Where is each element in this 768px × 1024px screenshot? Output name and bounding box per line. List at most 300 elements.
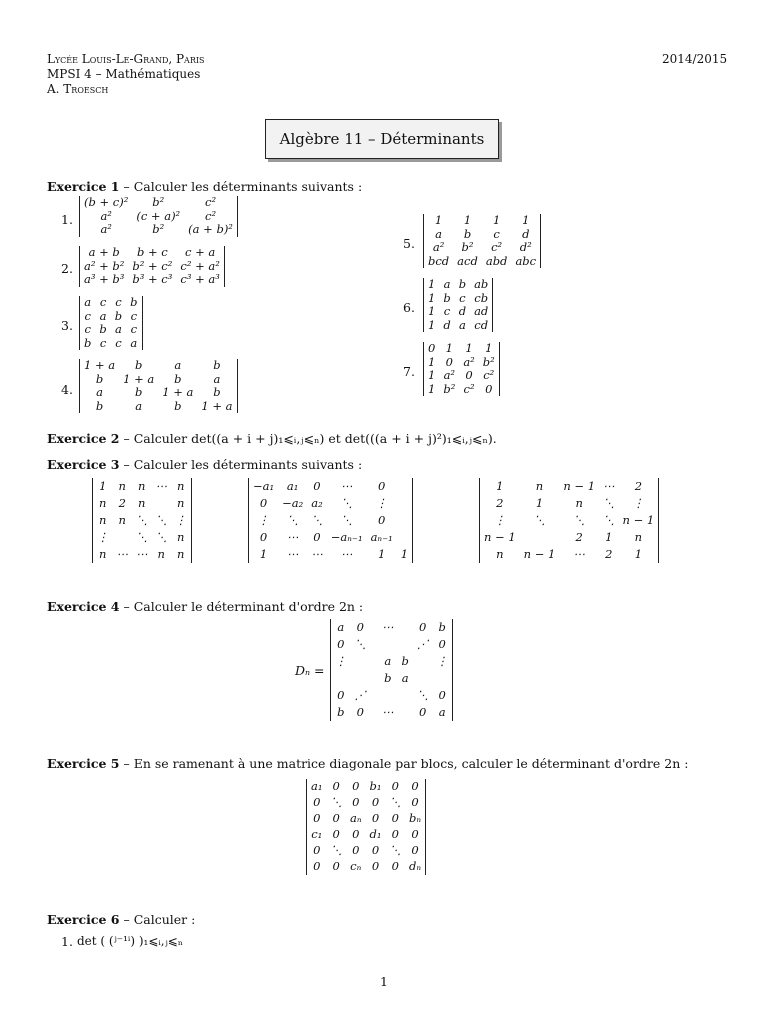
matrix-row <box>480 495 658 512</box>
matrix-cell: ⋯ <box>340 546 353 561</box>
matrix-row <box>424 369 499 383</box>
matrix-cell: (b + c)² <box>84 195 129 209</box>
matrix-cell: 0 <box>332 779 340 794</box>
matrix-row <box>307 795 425 811</box>
matrix-cell <box>370 704 378 721</box>
matrix-cell: ⋱ <box>416 687 429 702</box>
matrix-cell: a² <box>432 240 445 254</box>
matrix-cell <box>370 653 378 670</box>
matrix-cell: n <box>118 478 126 493</box>
matrix-cell: ⋯ <box>340 478 353 493</box>
matrix-cell: a <box>438 704 446 719</box>
determinant-4 <box>79 359 238 413</box>
matrix-cell: 0 <box>465 368 473 382</box>
matrix-cell: b <box>135 358 143 372</box>
matrix-cell: c² + a² <box>180 258 220 273</box>
matrix-cell: n <box>99 546 107 561</box>
matrix-cell: b <box>438 619 446 634</box>
matrix-cell: 1 <box>428 368 436 382</box>
matrix-cell: 1 + a <box>162 385 194 399</box>
matrix-row <box>80 196 237 210</box>
matrix-cell: 0 <box>411 795 419 810</box>
matrix-row <box>93 478 191 495</box>
matrix-cell <box>351 653 371 670</box>
matrix-cell: 1 <box>428 304 436 318</box>
matrix-row <box>424 292 492 306</box>
matrix-table <box>80 359 237 413</box>
matrix-cell: 0 <box>356 619 364 634</box>
school-year: 2014/2015 <box>662 52 728 66</box>
matrix-cell: n <box>157 546 165 561</box>
matrix-cell: 0 <box>352 827 360 842</box>
matrix-table <box>80 296 142 350</box>
matrix-cell: n <box>496 546 504 561</box>
matrix-cell: ⋱ <box>330 843 342 858</box>
matrix-cell <box>113 529 133 546</box>
exercise-1-label: Exercice 1 <box>47 179 120 194</box>
matrix-cell: 0 <box>391 779 399 794</box>
exercise-1-text: – Calculer les déterminants suivants : <box>119 179 363 194</box>
matrix-cell: −a₁ <box>253 478 275 493</box>
matrix-row <box>93 529 191 546</box>
matrix-cell: 1 <box>535 495 544 510</box>
matrix-cell: ⋱ <box>340 495 353 510</box>
matrix-cell: 0 <box>485 381 493 396</box>
page-title: Algèbre 11 – Déterminants <box>279 130 485 148</box>
matrix-row <box>80 210 237 224</box>
matrix-cell: b <box>384 670 392 685</box>
matrix-cell: ⋯ <box>603 478 615 493</box>
matrix-cell: ⋮ <box>335 653 347 668</box>
matrix-cell: b² <box>152 195 165 209</box>
matrix-cell: 0 <box>438 636 446 651</box>
matrix-cell <box>397 495 412 512</box>
matrix-cell: 1 <box>259 546 268 561</box>
matrix-row <box>424 214 540 228</box>
matrix-row <box>424 255 540 269</box>
matrix-row <box>80 296 142 310</box>
matrix-cell <box>432 670 452 687</box>
matrix-cell: d <box>458 304 467 318</box>
exercise-2-heading <box>47 431 497 446</box>
matrix-cell: c <box>493 226 500 241</box>
matrix-row <box>80 310 142 324</box>
exercise-5-text: – En se ramenant à une matrice diagonale par blocs, calculer le déterminant d'ordre 2n : <box>119 756 689 771</box>
matrix-cell: ⋯ <box>573 546 585 561</box>
class-name: MPSI 4 – Mathématiques <box>47 67 201 81</box>
matrix-cell: cb <box>474 290 489 305</box>
matrix-cell: 1 <box>428 354 436 369</box>
exercise-5-heading <box>47 756 688 771</box>
matrix-cell: (a + b)² <box>188 222 233 236</box>
matrix-cell: bcd <box>428 253 450 268</box>
matrix-row <box>307 843 425 859</box>
matrix-cell: 1 <box>496 478 504 493</box>
matrix-cell: a <box>135 398 143 413</box>
matrix-cell: 1 <box>605 529 613 544</box>
matrix-row <box>480 546 658 563</box>
matrix-cell: n − 1 <box>523 546 556 561</box>
matrix-cell: 0 <box>391 859 399 874</box>
matrix-cell: n <box>177 546 185 561</box>
matrix-cell: b <box>114 308 123 323</box>
matrix-cell: 0 <box>332 859 340 874</box>
matrix-cell: 1 <box>428 290 436 305</box>
matrix-cell: a <box>99 308 107 323</box>
matrix-cell: b <box>463 226 472 241</box>
matrix-cell: 1 <box>434 213 443 227</box>
matrix-cell: 0 <box>438 687 446 702</box>
matrix-cell: 1 <box>522 213 530 227</box>
matrix-cell: ab <box>474 277 489 291</box>
matrix-row <box>331 687 452 704</box>
matrix-row <box>249 495 412 512</box>
matrix-cell: ⋱ <box>603 495 615 510</box>
matrix-cell: a₂ <box>311 495 323 510</box>
matrix-row <box>80 337 142 351</box>
matrix-cell: 2 <box>575 529 583 544</box>
matrix-cell: n <box>634 529 643 544</box>
matrix-cell: ⋯ <box>136 546 148 561</box>
matrix-cell: ⋯ <box>311 546 323 561</box>
matrix-cell: 1 <box>428 277 436 291</box>
matrix-cell: 1 <box>492 213 501 227</box>
matrix-cell: d² <box>519 240 532 254</box>
matrix-row <box>424 305 492 319</box>
matrix-cell: a <box>384 653 392 668</box>
exercise-4-text: – Calculer le déterminant d'ordre 2n : <box>119 599 364 614</box>
exercise-1-heading <box>47 179 362 194</box>
matrix-cell <box>398 687 413 704</box>
matrix-cell: aₙ <box>349 811 362 826</box>
matrix-row <box>307 779 425 795</box>
matrix-cell: ⋮ <box>375 495 388 510</box>
matrix-cell: ⋮ <box>257 512 270 527</box>
matrix-cell: b + c <box>137 245 168 259</box>
matrix-cell: n − 1 <box>484 529 516 544</box>
matrix-cell: b² + c² <box>132 258 173 273</box>
matrix-cell: b <box>174 371 182 386</box>
matrix-row <box>331 636 452 653</box>
matrix-cell: n <box>575 495 583 510</box>
matrix-row <box>424 319 492 333</box>
matrix-cell: 1 <box>634 546 643 561</box>
matrix-cell <box>397 512 412 529</box>
matrix-table <box>249 478 412 563</box>
matrix-cell: 0 <box>378 512 386 527</box>
matrix-cell: b <box>84 335 92 350</box>
matrix-cell: a <box>458 317 466 332</box>
matrix-row <box>331 670 452 687</box>
matrix-row <box>424 278 492 292</box>
matrix-cell: b <box>458 277 467 291</box>
item-number: 3. <box>61 318 73 333</box>
matrix-cell: ⋱ <box>389 795 401 810</box>
matrix-cell: 1 <box>485 341 493 355</box>
matrix-cell: 0 <box>418 619 427 634</box>
matrix-cell: b <box>213 358 221 372</box>
matrix-cell: ⋯ <box>382 619 394 634</box>
matrix-cell: ad <box>474 304 489 318</box>
matrix-cell: ⋱ <box>155 512 167 527</box>
matrix-cell: bₙ <box>408 811 422 826</box>
matrix-cell: n − 1 <box>563 478 596 493</box>
matrix-cell: 1 + a <box>84 358 116 372</box>
matrix-cell: a <box>84 295 92 309</box>
matrix-cell: d <box>522 226 530 241</box>
matrix-row <box>331 619 452 636</box>
matrix-cell <box>370 619 378 636</box>
matrix-cell: 1 <box>400 546 409 561</box>
matrix-cell: 0 <box>411 843 419 858</box>
exercise-4-heading <box>47 599 363 614</box>
matrix-cell: a² + b² <box>84 258 125 273</box>
matrix-cell: 0 <box>352 795 360 810</box>
matrix-cell: 0 <box>313 478 321 493</box>
d-n-lhs: Dₙ = <box>295 663 325 678</box>
matrix-cell: a <box>213 371 221 386</box>
matrix-cell <box>378 636 398 653</box>
matrix-row <box>80 359 237 373</box>
matrix-row <box>93 512 191 529</box>
matrix-cell: 0 <box>352 779 360 794</box>
matrix-table <box>93 478 191 563</box>
determinant-5 <box>423 214 541 268</box>
matrix-cell: a² <box>100 222 112 236</box>
matrix-cell: ⋱ <box>136 512 148 527</box>
matrix-cell: ⋯ <box>286 546 299 561</box>
matrix-table <box>424 214 540 268</box>
matrix-cell: ⋱ <box>354 636 366 651</box>
matrix-row <box>93 495 191 512</box>
matrix-row <box>249 529 412 546</box>
matrix-cell: b <box>95 398 104 413</box>
matrix-cell: c <box>84 308 91 323</box>
matrix-cell: 1 <box>428 317 436 332</box>
matrix-cell: 0 <box>313 859 321 874</box>
matrix-cell: a + b <box>88 245 120 259</box>
header-left <box>47 52 205 97</box>
matrix-row <box>424 228 540 242</box>
matrix-cell: 0 <box>332 827 340 842</box>
matrix-cell: 2 <box>496 495 504 510</box>
matrix-cell: n <box>138 495 146 510</box>
matrix-cell: (c + a)² <box>136 208 181 223</box>
matrix-cell: abc <box>515 253 537 268</box>
matrix-cell: d <box>443 317 451 332</box>
matrix-row <box>249 512 412 529</box>
matrix-cell: 0 <box>337 636 345 651</box>
matrix-cell: 1 <box>465 341 473 355</box>
matrix-cell: c² <box>205 195 217 209</box>
ex6-expression: det ( (ʲ⁻¹ⁱ) )₁⩽ᵢ,ⱼ⩽ₙ <box>77 934 184 948</box>
matrix-cell: ⋮ <box>175 512 187 527</box>
matrix-cell <box>370 687 378 704</box>
matrix-cell: 0 <box>371 795 380 810</box>
matrix-cell: aₙ₋₁ <box>370 529 393 544</box>
exercise-2-label: Exercice 2 <box>47 431 120 446</box>
matrix-row <box>80 223 237 237</box>
matrix-cell <box>520 529 560 546</box>
determinant-2 <box>79 246 225 287</box>
matrix-table <box>80 246 224 287</box>
matrix-cell: c² <box>483 368 495 382</box>
matrix-cell: c² <box>463 381 475 396</box>
matrix-cell: 0 <box>391 811 399 826</box>
matrix-cell: b <box>130 295 138 309</box>
matrix-cell: n <box>177 478 185 493</box>
author-name: A. Troesch <box>47 82 109 96</box>
matrix-cell <box>398 704 413 721</box>
matrix-row <box>307 859 425 875</box>
matrix-row <box>307 827 425 843</box>
matrix-cell: c <box>99 295 107 309</box>
matrix-cell: ⋱ <box>286 512 299 527</box>
matrix-cell: 1 + a <box>201 398 233 413</box>
determinant-1 <box>79 196 238 237</box>
matrix-cell: −aₙ₋₁ <box>330 529 363 544</box>
matrix-table <box>307 779 425 875</box>
matrix-cell: 0 <box>378 478 386 493</box>
matrix-cell: ⋱ <box>311 512 323 527</box>
matrix-cell: 0 <box>391 827 399 842</box>
matrix-cell: cₙ <box>350 859 362 874</box>
matrix-cell: 1 <box>445 341 453 355</box>
matrix-row <box>480 512 658 529</box>
matrix-table <box>424 278 492 332</box>
matrix-cell: acd <box>457 253 478 268</box>
matrix-row <box>80 273 224 287</box>
item-number: 2. <box>61 261 73 276</box>
matrix-cell: ⋯ <box>116 546 128 561</box>
matrix-cell: n <box>99 512 107 527</box>
matrix-cell: 0 <box>418 704 427 719</box>
matrix-row <box>80 323 142 337</box>
matrix-table <box>331 619 452 721</box>
matrix-cell: 0 <box>428 341 436 355</box>
matrix-cell: c <box>115 335 122 350</box>
matrix-cell: ⋱ <box>389 843 401 858</box>
exercise-6-label: Exercice 6 <box>47 912 120 927</box>
matrix-cell: ⋮ <box>436 653 448 668</box>
matrix-cell: b <box>95 371 104 386</box>
matrix-cell: 0 <box>371 811 380 826</box>
matrix-cell: 1 <box>463 213 472 227</box>
matrix-row <box>480 529 658 546</box>
matrix-cell: a <box>401 670 409 685</box>
item-number: 4. <box>61 382 73 397</box>
matrix-cell: a² <box>463 354 475 369</box>
matrix-cell <box>370 636 378 653</box>
matrix-cell: a³ + b³ <box>84 272 125 286</box>
matrix-cell: a₁ <box>286 478 299 493</box>
matrix-cell: 1 <box>428 381 436 396</box>
matrix-cell: b <box>401 653 409 668</box>
matrix-cell: a <box>443 277 451 291</box>
matrix-row <box>480 478 658 495</box>
matrix-cell: b₁ <box>369 779 382 794</box>
matrix-cell: 0 <box>259 495 268 510</box>
matrix-cell: 0 <box>332 811 340 826</box>
matrix-cell: ⋰ <box>416 636 429 651</box>
matrix-row <box>307 811 425 827</box>
matrix-cell: n <box>99 495 107 510</box>
matrix-cell: 0 <box>411 827 419 842</box>
matrix-row <box>424 241 540 255</box>
school-name: Lycée Louis-Le-Grand, Paris <box>47 52 205 66</box>
matrix-row <box>249 546 412 563</box>
matrix-row <box>80 246 224 260</box>
determinant-3b <box>248 478 413 563</box>
matrix-cell: ⋱ <box>603 512 615 527</box>
matrix-cell: ⋱ <box>155 529 167 544</box>
matrix-cell: n − 1 <box>622 512 655 527</box>
item-number: 5. <box>403 236 415 251</box>
matrix-cell: abd <box>485 253 508 268</box>
matrix-cell: a <box>96 385 103 399</box>
matrix-cell: b² <box>461 240 474 254</box>
exercise-2-text: – Calculer det((a + i + j)₁⩽ᵢ,ⱼ⩽ₙ) et det(((a + i + j)²)₁⩽ᵢ,ⱼ⩽ₙ). <box>119 431 497 446</box>
matrix-cell: a <box>115 322 122 336</box>
matrix-cell: n <box>138 478 146 493</box>
matrix-cell: c <box>443 304 451 318</box>
matrix-cell: 1 + a <box>123 371 155 386</box>
matrix-row <box>249 478 412 495</box>
matrix-row <box>424 356 499 370</box>
matrix-cell: c² <box>205 208 217 223</box>
matrix-row <box>80 373 237 387</box>
determinant-4 <box>330 619 453 721</box>
matrix-cell: 0 <box>313 811 321 826</box>
matrix-cell: 1 <box>99 478 107 493</box>
matrix-table <box>424 342 499 396</box>
matrix-cell: b <box>443 290 451 305</box>
matrix-cell: −a₂ <box>282 495 304 510</box>
matrix-cell: 0 <box>445 354 453 369</box>
matrix-cell: a <box>174 358 182 372</box>
matrix-cell: 0 <box>337 687 345 702</box>
item-number: 7. <box>403 364 415 379</box>
matrix-cell: c² <box>491 240 503 254</box>
matrix-cell: a₁ <box>311 779 323 794</box>
matrix-row <box>424 342 499 356</box>
matrix-cell: a² <box>100 208 112 223</box>
matrix-cell: 0 <box>371 859 380 874</box>
matrix-cell: b³ + c³ <box>132 272 173 286</box>
matrix-cell: n <box>535 478 544 493</box>
page-number: 1 <box>380 974 388 989</box>
matrix-cell: b² <box>482 354 495 369</box>
matrix-cell: 1 <box>378 546 386 561</box>
item-number: 1. <box>61 212 73 227</box>
determinant-3a <box>92 478 192 563</box>
exercise-6-heading <box>47 912 195 927</box>
matrix-cell <box>413 653 433 670</box>
matrix-cell: c <box>99 335 107 350</box>
determinant-5 <box>306 779 426 875</box>
matrix-cell: 0 <box>411 779 419 794</box>
matrix-cell: a² <box>443 368 456 382</box>
title-box <box>265 119 499 159</box>
matrix-cell <box>398 636 413 653</box>
matrix-cell: ⋮ <box>632 495 645 510</box>
matrix-cell: ⋱ <box>340 512 353 527</box>
matrix-cell: 0 <box>371 843 380 858</box>
matrix-row <box>80 400 237 414</box>
matrix-cell: c <box>84 322 91 336</box>
matrix-cell: c³ + a³ <box>180 272 220 286</box>
matrix-cell <box>398 619 413 636</box>
